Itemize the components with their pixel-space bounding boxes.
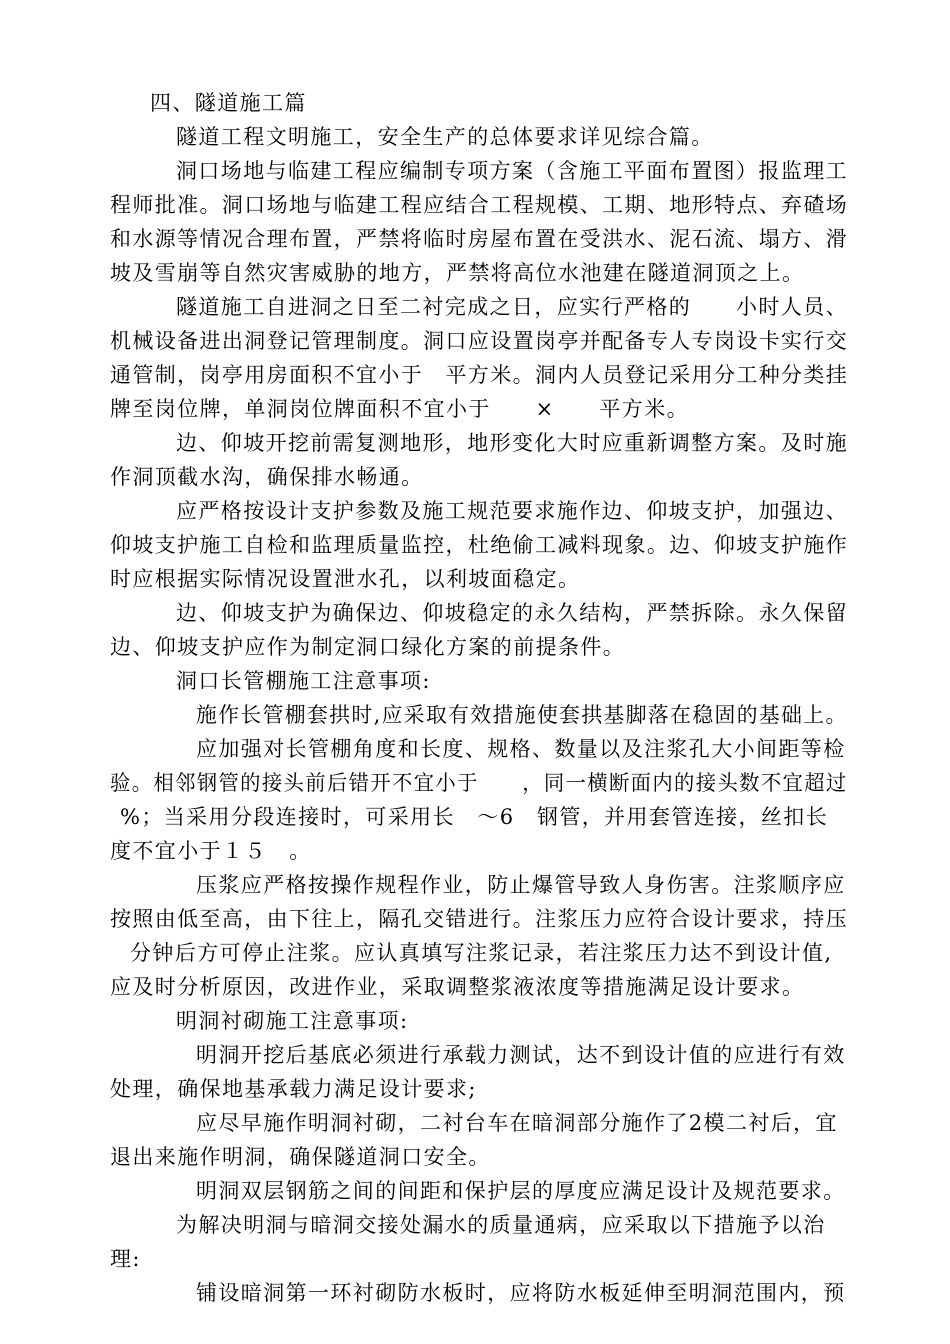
text-line: 度不宜小于１５ 。: [110, 839, 312, 863]
text-line: 处理，确保地基承载力满足设计要求;: [110, 1077, 477, 1101]
text-line: 应严格按设计支护参数及施工规范要求施作边、仰坡支护，加强边、: [176, 499, 848, 523]
text-line: 隧道工程文明施工，安全生产的总体要求详见综合篇。: [176, 125, 714, 149]
text-line: 明洞开挖后基底必须进行承载力测试，达不到设计值的应进行有效: [196, 1043, 846, 1067]
text-line: 退出来施作明洞，确保隧道洞口安全。: [110, 1145, 491, 1169]
subheading: 洞口长管棚施工注意事项:: [176, 669, 431, 693]
text-line: 边、仰坡支护应作为制定洞口绿化方案的前提条件。: [110, 635, 626, 659]
text-line: 作洞顶截水沟，确保排水畅通。: [110, 465, 424, 489]
text-line: 牌至岗位牌，单洞岗位牌面积不宜小于 × 平方米。: [110, 397, 689, 421]
subheading: 明洞衬砌施工注意事项:: [176, 1009, 409, 1033]
text-line: 应及时分析原因，改进作业，采取调整浆液浓度等措施满足设计要求。: [110, 975, 805, 999]
text-line: %；当采用分段连接时，可采用长 ～6 钢管，并用套管连接，丝扣长: [120, 805, 829, 829]
text-line: 验。相邻钢管的接头前后错开不宜小于 ，同一横断面内的接头数不宜超过: [110, 771, 848, 795]
text-line: 分钟后方可停止注浆。应认真填写注浆记录，若注浆压力达不到设计值,: [130, 941, 833, 965]
text-line: 边、仰坡开挖前需复测地形，地形变化大时应重新调整方案。及时施: [176, 431, 848, 455]
text-line: 应尽早施作明洞衬砌，二衬台车在暗洞部分施作了2模二衬后，宜: [196, 1111, 838, 1135]
text-line: 机械设备进出洞登记管理制度。洞口应设置岗亭并配备专人专岗设卡实行交: [110, 329, 849, 353]
text-line: 和水源等情况合理布置，严禁将临时房屋布置在受洪水、泥石流、塌方、滑: [110, 227, 849, 251]
text-line: 施作长管棚套拱时,应采取有效措施使套拱基脚落在稳固的基础上。: [196, 703, 848, 727]
text-line: 应加强对长管棚角度和长度、规格、数量以及注浆孔大小间距等检: [196, 737, 846, 761]
text-line: 坡及雪崩等自然灾害威胁的地方，严禁将高位水池建在隧道洞顶之上。: [110, 261, 805, 285]
text-line: 为解决明洞与暗洞交接处漏水的质量通病，应采取以下措施予以治: [176, 1213, 826, 1237]
text-line: 通管制，岗亭用房面积不宜小于 平方米。洞内人员登记采用分工种分类挂: [110, 363, 849, 387]
text-line: 时应根据实际情况设置泄水孔，以利坡面稳定。: [110, 567, 581, 591]
text-line: 边、仰坡支护为确保边、仰坡稳定的永久结构，严禁拆除。永久保留: [176, 601, 848, 625]
section-heading: 四、隧道施工篇: [150, 91, 307, 115]
text-line: 隧道施工自进洞之日至二衬完成之日，应实行严格的 小时人员、: [176, 295, 848, 319]
text-line: 压浆应严格按操作规程作业，防止爆管导致人身伤害。注浆顺序应: [196, 873, 846, 897]
text-line: 理:: [110, 1247, 141, 1271]
text-line: 仰坡支护施工自检和监理质量监控，杜绝偷工减料现象。边、仰坡支护施作: [110, 533, 849, 557]
text-line: 铺设暗洞第一环衬砌防水板时，应将防水板延伸至明洞范围内，预: [196, 1281, 846, 1305]
text-line: 明洞双层钢筋之间的间距和保护层的厚度应满足设计及规范要求。: [196, 1179, 846, 1203]
text-line: 洞口场地与临建工程应编制专项方案（含施工平面布置图）报监理工: [176, 159, 848, 183]
text-line: 程师批准。洞口场地与临建工程应结合工程规模、工期、地形特点、弃碴场: [110, 193, 849, 217]
text-line: 按照由低至高，由下往上，隔孔交错进行。注浆压力应符合设计要求，持压: [110, 907, 849, 931]
